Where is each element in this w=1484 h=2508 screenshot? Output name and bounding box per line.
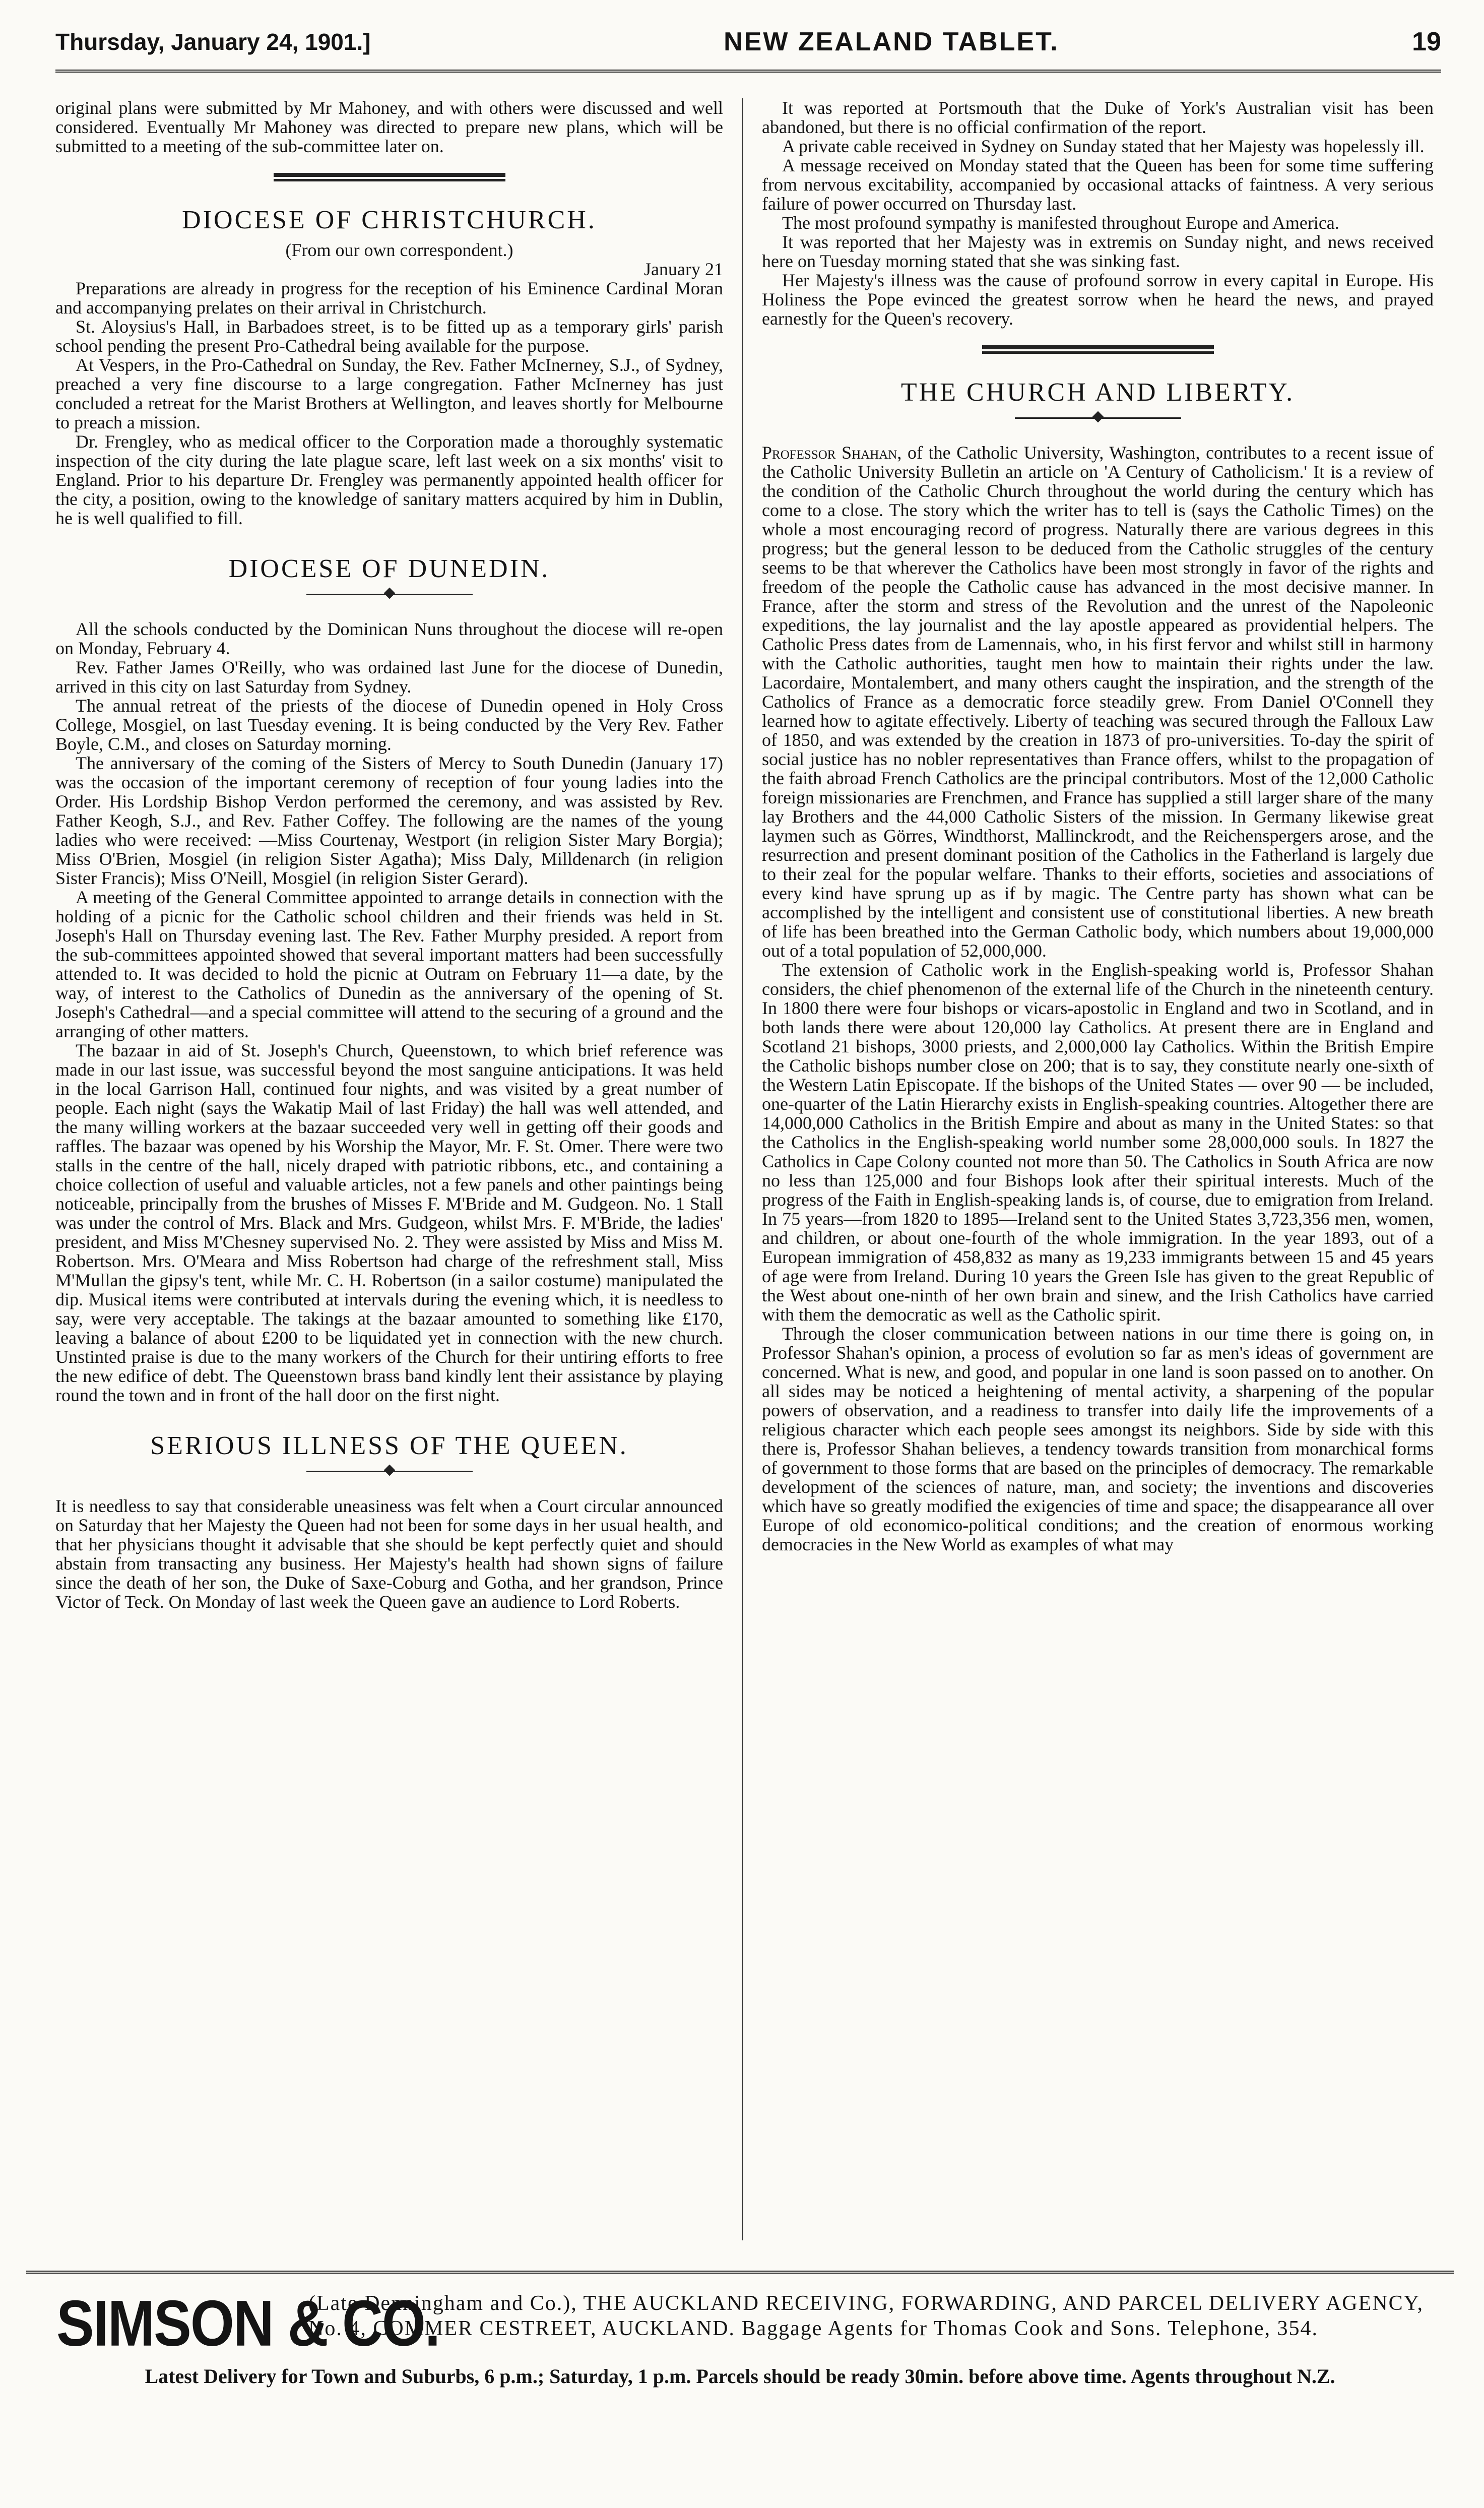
ornament-rule [306, 1466, 473, 1476]
section-rule [982, 345, 1214, 351]
article-paragraph: At Vespers, in the Pro-Cathedral on Sunday, the Rev. Father McInerney, S.J., of Sydney, preached a very fine discourse to a large congregation. Father McInerney has just concluded a retreat for the Marist Brothers at Wellington, and leaves shortly for Melbourne to preach a mission. [55, 355, 723, 432]
left-column [55, 98, 723, 2240]
article-paragraph: The annual retreat of the priests of the diocese of Dunedin opened in Holy Cross College, Mosgiel, on last Tuesday evening. It is being conducted by the Very Rev. Father Boyle, C.M., and closes on Saturday morning. [55, 696, 723, 754]
column-divider [742, 98, 743, 2240]
article-paragraph: Preparations are already in progress for the reception of his Eminence Cardinal Moran and accompanying prelates on their arrival in Christchurch. [55, 278, 723, 318]
article-paragraph: The anniversary of the coming of the Sisters of Mercy to South Dunedin (January 17) was the occasion of the important ceremony of reception of four young ladies into the Order. His Lordship Bishop Verdon performed the ceremony, and was assisted by Rev. Father Keogh, S.J., and Rev. Father Coffey. The following are the names of the young ladies who were received: —Miss Courtenay, Westport (in religion Sister Mary Borgia); Miss O'Brien, Mosgiel (in religion Sister Agatha); Miss Daly, Milldenarch (in religion Sister Francis); Miss O'Neill, Mosgiel (in religion Sister Gerard). [55, 753, 723, 888]
article-paragraph: Through the closer communication between nations in our time there is going on, in Professor Shahan's opinion, a process of evolution so far as men's ideas of government are concerned. What is new, and good, and popular in one land is soon passed on to another. On all sides may be noticed a heightening of mental activity, a sharpening of the popular powers of observation, and a readiness to transfer into daily life the improvements of a religious character which each people sees amongst its neighbors. Side by side with this there is, Professor Shahan believes, a tendency towards transition from monarchical forms of government to those forms that are based on the principles of democracy. The remarkable development of the sciences of nature, man, and society; the inventions and discoveries which have so greatly modified the exigencies of time and space; the disappearance all over Europe of old economico-political conditions; and the creation of enormous working democracies in the New World as examples of what may [762, 1324, 1434, 1554]
article-paragraph: The extension of Catholic work in the English-speaking world is, Professor Shahan considers, the chief phenomenon of the external life of the Church in the nineteenth century. In 1800 there were four bishops or vicars-apostolic in England and two in Scotland, and in both lands there were about 120,000 lay Catholics. At present there are in England and Scotland 21 bishops, 3000 priests, and 2,000,000 lay Catholics. Within the British Empire the Catholic bishops number close on 200; that is to say, they constitute nearly one-sixth of the Western Latin Episcopate. If the bishops of the United States — over 90 — be included, one-quarter of the Latin Hierarchy exists in English-speaking countries. Altogether there are 14,000,000 Catholics in the British Empire and about as many in the United States: so that the Catholics in the English-speaking world number some 28,000,000 souls. In 1827 the Catholics in Cape Colony counted not more than 50. The Catholics in South Africa are now no less than 125,000 and four Bishops look after their spiritual interests. Much of the progress of the Faith in English-speaking lands is, of course, due to emigration from Ireland. In 75 years—from 1820 to 1895—Ireland sent to the United States 3,723,356 men, women, and children, or about one-fourth of the whole immigration. In the year 1893, out of a European immigration of 458,832 as many as 19,233 immigrants between 15 and 45 years of age were from Ireland. During 10 years the Green Isle has given to the great Republic of the West about one-ninth of her own brain and sinew, and the Irish Catholics have carried with them the democratic as well as the Catholic spirit. [762, 960, 1434, 1325]
heading-queen-illness: SERIOUS ILLNESS OF THE QUEEN. [150, 1431, 628, 1460]
article-lead-paragraph [762, 443, 1434, 960]
article-paragraph: A private cable received in Sydney on Sunday stated that her Majesty was hopelessly ill. [782, 136, 1425, 156]
heading-church-liberty: THE CHURCH AND LIBERTY. [900, 378, 1295, 407]
right-column [762, 98, 1434, 2240]
heading-christchurch: DIOCESE OF CHRISTCHURCH. [182, 206, 597, 234]
masthead: NEW ZEALAND TABLET. [724, 27, 1059, 56]
article-paragraph: It was reported at Portsmouth that the Duke of York's Australian visit has been abandoned, but there is no official confirmation of the report. [762, 98, 1434, 137]
article-paragraph: Dr. Frengley, who as medical officer to the Corporation made a thoroughly systematic inspection of the city during the late plague scare, left last week on a six months' visit to England. Prior to his departure Dr. Frengley was permanently appointed health officer for the city, a position, owing to the knowledge of sanitary matters acquired by him in Dublin, he is well qualified to fill. [55, 431, 723, 528]
article-paragraph: The most profound sympathy is manifested throughout Europe and America. [782, 213, 1339, 233]
article-paragraph: St. Aloysius's Hall, in Barbadoes street, is to be fitted up as a temporary girls' parish school pending the present Pro-Cathedral being available for the purpose. [55, 317, 723, 356]
lead-name: Professor Shahan [762, 443, 897, 463]
article-paragraph: A meeting of the General Committee appointed to arrange details in connection with the holding of a picnic for the Catholic school children and their friends was held in St. Joseph's Hall on Thursday evening last. The Rev. Father Murphy presided. A report from the sub-committees appointed showed that several important matters had been successfully attended to. It was decided to hold the picnic at Outram on February 11—a date, by the way, of interest to the Catholics of Dunedin as the anniversary of the opening of St. Joseph's Cathedral—and a special committee will attend to the securing of a ground and the arranging of other matters. [55, 887, 723, 1041]
byline: (From our own correspondent.) [285, 240, 513, 260]
advertisement-footer [26, 2271, 1454, 2495]
continued-paragraph: original plans were submitted by Mr Mahoney, and with others were discussed and well considered. Eventually Mr Mahoney was directed to prepare new plans, which will be submitted to a meeting of the sub-committee later on. [55, 98, 723, 156]
lead-text: , of the Catholic University, Washington, contributes to a recent issue of the Catholic University Bulletin an article on 'A Century of Catholicism.' It is a review of the condition of the Catholic Church throughout the world during the century which has come to a close. The story which the writer has to tell is (says the Catholic Times) on the whole a most encouraging record of progress. Naturally there are various degrees in this progress; but the general lesson to be deduced from the Catholic struggles of the century seems to be that wherever the Catholics have been most strongly in favor of the rights and freedom of the people the Catholic cause has advanced in the most decisive manner. In France, after the storm and stress of the Revolution and the unrest of the Napoleonic expeditions, the lay journalist and the lay apostle appeared as providential helpers. The Catholic Press dates from de Lamennais, who, in his first fervor and whilst still in harmony with the Catholic authorities, taught men how to maintain their rights under the law. Lacordaire, Montalembert, and many others caught the inspiration, and the strength of the Catholics of France as a democratic force steadily grew. From Daniel O'Connell they learned how to agitate effectively. Liberty of teaching was secured through the Falloux Law of 1850, and was extended by the creation in 1873 of pro-universities. To-day the spirit of social justice has no nobler representatives than France offers, whilst to the propagation of the faith abroad French Catholics are the principal contributors. Most of the 12,000 Catholic foreign missionaries are Frenchmen, and France has supplied a still larger share of the many lay Brothers and the 44,000 Catholic Sisters of the mission. In Germany likewise great laymen such as Görres, Windthorst, Mallinckrodt, and the Reichenspergers arose, and the resurrection and present dominant position of the Catholics in the Fatherland is largely due to their zeal for the popular welfare. Thanks to their efforts, societies and associations of every kind have sprung up as if by magic. The Centre party has shown what can be accomplished by the intelligent and consistent use of constitutional liberties. A new breath of life has been breathed into the German Catholic body, which numbers about 19,000,000 out of a total population of 52,000,000. [762, 443, 1434, 961]
issue-date: Thursday, January 24, 1901.] [55, 29, 371, 55]
page-header [55, 14, 1441, 73]
heading-dunedin: DIOCESE OF DUNEDIN. [228, 554, 550, 583]
article-paragraph: It is needless to say that considerable uneasiness was felt when a Court circular announced on Saturday that her Majesty the Queen had not been for some days in her usual health, and that her physicians thought it advisable that she should be kept perfectly quiet and should abstain from transacting any business. Her Majesty's health had shown signs of failure since the death of her son, the Duke of Saxe-Coburg and Gotha, and her grandson, Prince Victor of Teck. On Monday of last week the Queen gave an audience to Lord Roberts. [55, 1496, 723, 1612]
section-rule [274, 173, 505, 179]
article-paragraph: Her Majesty's illness was the cause of profound sorrow in every capital in Europe. His Holiness the Pope evinced the greatest sorrow when he heard the news, and prayed earnestly for the Queen's recovery. [762, 270, 1434, 329]
dateline: January 21 [644, 259, 723, 279]
advertisement-tagline: Latest Delivery for Town and Suburbs, 6 p.m.; Saturday, 1 p.m. Parcels should be ready 30min. before above time. Agents throughout N.Z. [145, 2365, 1335, 2388]
article-paragraph: It was reported that her Majesty was in extremis on Sunday night, and news received here on Tuesday morning stated that she was sinking fast. [762, 232, 1434, 271]
advertiser-name: SIMSON & CO. [56, 2287, 440, 2360]
article-paragraph: The bazaar in aid of St. Joseph's Church, Queenstown, to which brief reference was made in our last issue, was successful beyond the most sanguine anticipations. It was held in the local Garrison Hall, continued four nights, and was visited by a great number of people. Each night (says the Wakatip Mail of last Friday) the hall was well attended, and the many willing workers at the bazaar succeeded very well in getting off their goods and raffles. The bazaar was opened by his Worship the Mayor, Mr. F. St. Omer. There were two stalls in the centre of the hall, nicely draped with patriotic ribbons, etc., and containing a choice collection of useful and valuable articles, not a few panels and other paintings being noticeable, principally from the brushes of Misses F. M'Bride and M. Gudgeon. No. 1 Stall was under the control of Mrs. Black and Mrs. Gudgeon, whilst Mrs. F. M'Bride, the ladies' president, and Miss M'Chesney supervised No. 2. They were assisted by Miss and Miss M. Robertson. Mrs. O'Meara and Miss Robertson had charge of the refreshment stall, Miss M'Mullan the gipsy's tent, while Mr. C. H. Robertson (in a sailor costume) manipulated the dip. Musical items were contributed at intervals during the evening which, it is needless to say, were very acceptable. The takings at the bazaar amounted to something like £170, leaving a balance of about £200 to be liquidated yet in connection with the new church. Unstinted praise is due to the many workers of the Church for their untiring efforts to free the new edifice of debt. The Queenstown brass band kindly lent their assistance by playing round the town and in front of the hall door on the first night. [55, 1040, 723, 1405]
ornament-rule [306, 589, 473, 599]
page-number: 19 [1412, 27, 1441, 56]
article-paragraph: All the schools conducted by the Dominican Nuns throughout the diocese will re-open on Monday, February 4. [55, 619, 723, 658]
article-paragraph: A message received on Monday stated that the Queen has been for some time suffering from nervous excitability, accompanied by occasional attacks of faintness. A very serious failure of power occurred on Thursday last. [762, 155, 1434, 214]
ornament-rule [1015, 413, 1181, 423]
advertisement-text: (Late Denningham and Co.), THE AUCKLAND RECEIVING, FORWARDING, AND PARCEL DELIVERY AGENCY, No. 4, COMMER CESTREET, AUCKLAND. Baggage Agents for Thomas Cook and Sons. Telephone, 354. [308, 2292, 1424, 2340]
article-paragraph: Rev. Father James O'Reilly, who was ordained last June for the diocese of Dunedin, arrived in this city on last Saturday from Sydney. [55, 657, 723, 697]
